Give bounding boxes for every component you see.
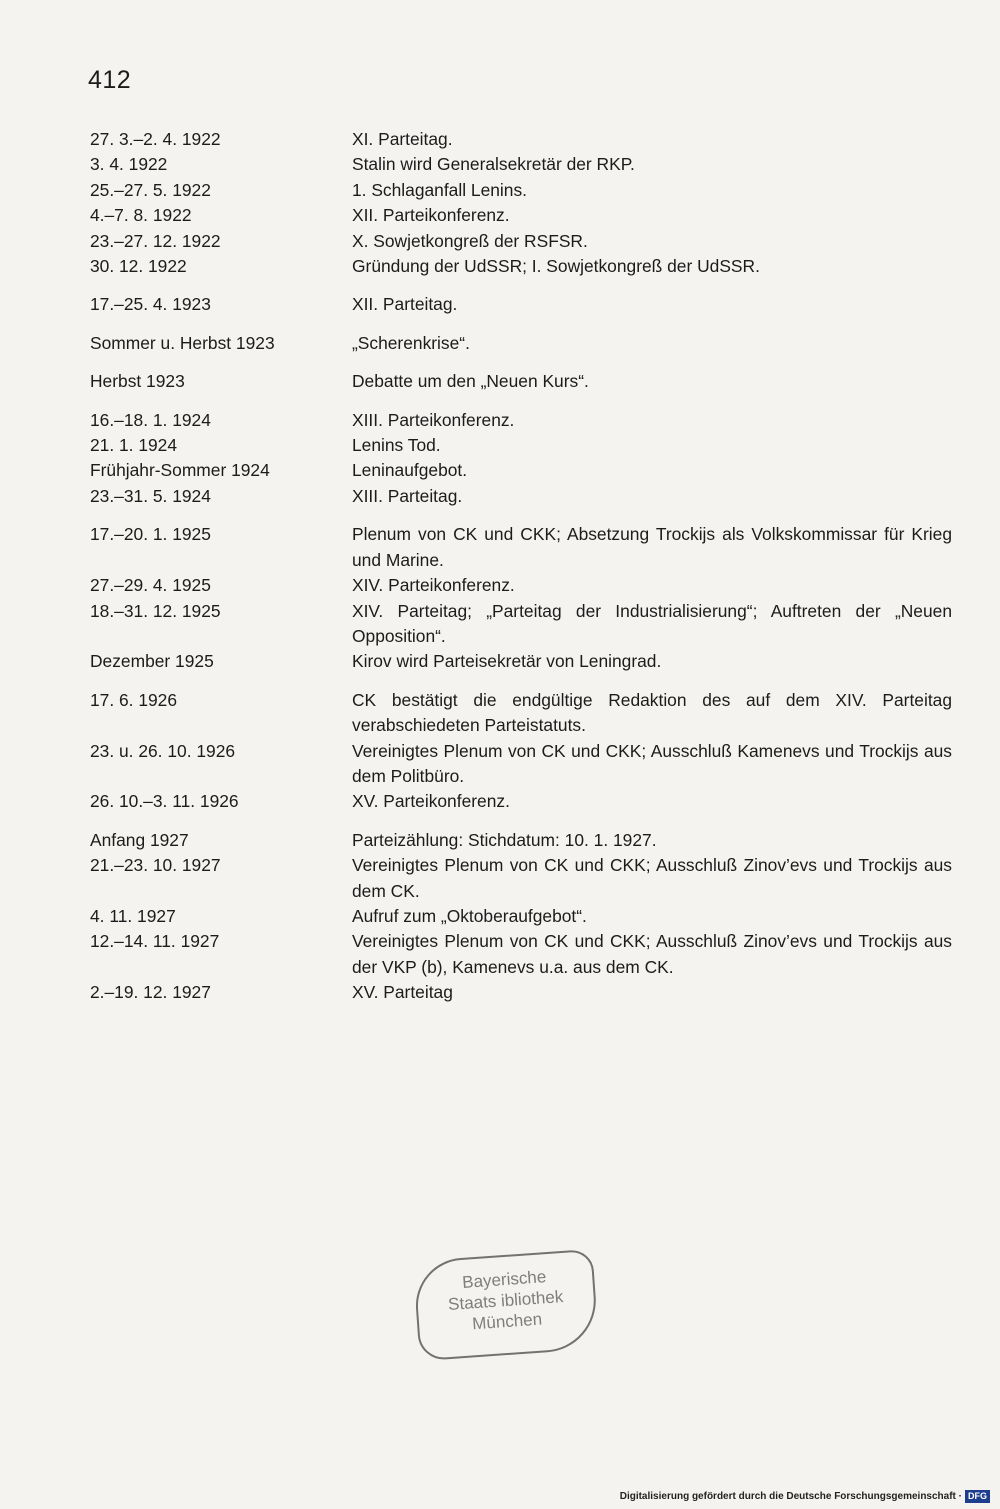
entry-event: Vereinigtes Plenum von CK und CKK; Ausschluß Zinov’evs und Trockijs aus der VKP (b), Kamenevs u.a. aus dem CK. [352, 931, 952, 977]
entry-event: Kirov wird Parteisekretär von Leningrad. [352, 651, 662, 672]
entry-event: XV. Parteikonferenz. [352, 791, 510, 812]
chronology-entry [90, 178, 952, 203]
entry-event: XII. Parteitag. [352, 294, 458, 315]
entry-event: Lenins Tod. [352, 435, 441, 456]
entry-date: 17.–20. 1. 1925 [90, 524, 211, 545]
chronology-entry [90, 573, 952, 598]
chronology-entry [90, 789, 952, 814]
page-number: 412 [88, 66, 132, 94]
chronology-entry [90, 152, 952, 177]
chronology-entry [90, 599, 952, 650]
entry-event: Aufruf zum „Oktoberaufgebot“. [352, 905, 587, 926]
entry-event: Debatte um den „Neuen Kurs“. [352, 371, 589, 392]
entry-date: Anfang 1927 [90, 829, 189, 850]
entry-event: „Scherenkrise“. [352, 332, 470, 353]
chronology-entry [90, 229, 952, 254]
library-stamp [413, 1249, 600, 1361]
entry-event: XIII. Parteitag. [352, 485, 463, 506]
entry-date: 2.–19. 12. 1927 [90, 982, 211, 1003]
chronology-entry [90, 853, 952, 904]
chronology-entry [90, 980, 952, 1005]
stamp-line: Staats ibliothek [447, 1287, 564, 1315]
chronology-entry [90, 739, 952, 790]
entry-date: 23.–31. 5. 1924 [90, 485, 211, 506]
entry-event: Gründung der UdSSR; I. Sowjetkongreß der UdSSR. [352, 256, 760, 277]
entry-date: Sommer u. Herbst 1923 [90, 332, 275, 353]
digitization-footer [620, 1490, 990, 1503]
entry-date: 21. 1. 1924 [90, 435, 178, 456]
chronology-entry [90, 828, 952, 853]
chronology-entry [90, 458, 952, 483]
chronology-entry [90, 522, 952, 573]
entry-date: 12.–14. 11. 1927 [90, 931, 220, 952]
entry-event: 1. Schlaganfall Lenins. [352, 179, 527, 200]
entry-event: XIII. Parteikonferenz. [352, 409, 515, 430]
entry-date: 30. 12. 1922 [90, 256, 187, 277]
chronology-list [90, 127, 952, 1006]
entry-date: 4.–7. 8. 1922 [90, 205, 192, 226]
entry-date: 23. u. 26. 10. 1926 [90, 740, 236, 761]
stamp-line: München [471, 1309, 543, 1334]
chronology-entry [90, 292, 952, 317]
entry-date: Herbst 1923 [90, 371, 185, 392]
entry-date: 21.–23. 10. 1927 [90, 855, 221, 876]
entry-event: XI. Parteitag. [352, 129, 453, 149]
chronology-entry [90, 369, 952, 394]
chronology-entry [90, 929, 952, 980]
entry-event: Plenum von CK und CKK; Absetzung Trockijs als Volkskommissar für Krieg und Marine. [352, 524, 952, 570]
entry-date: 27.–29. 4. 1925 [90, 575, 211, 596]
chronology-entry [90, 904, 952, 929]
chronology-entry [90, 688, 952, 739]
entry-date: 3. 4. 1922 [90, 154, 168, 175]
dfg-logo: DFG [965, 1490, 990, 1503]
entry-event: Vereinigtes Plenum von CK und CKK; Ausschluß Zinov’evs und Trockijs aus dem CK. [352, 855, 952, 901]
entry-date: 23.–27. 12. 1922 [90, 230, 221, 251]
chronology-entry [90, 433, 952, 458]
entry-date: 25.–27. 5. 1922 [90, 179, 211, 200]
chronology-entry [90, 408, 952, 433]
entry-date: 16.–18. 1. 1924 [90, 409, 211, 430]
chronology-entry [90, 203, 952, 228]
entry-event: Parteizählung: Stichdatum: 10. 1. 1927. [352, 829, 657, 850]
entry-event: X. Sowjetkongreß der RSFSR. [352, 230, 588, 251]
entry-date: Dezember 1925 [90, 651, 214, 672]
entry-event: XII. Parteikonferenz. [352, 205, 510, 226]
entry-date: 27. 3.–2. 4. 1922 [90, 129, 221, 149]
entry-date: 17.–25. 4. 1923 [90, 294, 211, 315]
entry-date: 4. 11. 1927 [90, 905, 176, 926]
chronology-entry [90, 484, 952, 509]
entry-event: Vereinigtes Plenum von CK und CKK; Ausschluß Kamenevs und Trockijs aus dem Politbüro. [352, 740, 952, 786]
entry-event: XIV. Parteikonferenz. [352, 575, 515, 596]
chronology-entry [90, 254, 952, 279]
entry-date: 17. 6. 1926 [90, 689, 178, 710]
entry-event: Leninaufgebot. [352, 460, 468, 481]
footer-text: Digitalisierung gefördert durch die Deutsche Forschungsgemeinschaft · [619, 1491, 962, 1502]
entry-date: 26. 10.–3. 11. 1926 [90, 791, 239, 812]
chronology-entry [90, 127, 952, 152]
chronology-entry [90, 649, 952, 674]
chronology-entry [90, 331, 952, 356]
entry-event: XV. Parteitag [352, 982, 453, 1003]
entry-date: 18.–31. 12. 1925 [90, 600, 221, 621]
entry-event: XIV. Parteitag; „Parteitag der Industrialisierung“; Auftreten der „Neuen Opposition“. [352, 600, 952, 646]
entry-event: CK bestätigt die endgültige Redaktion des auf dem XIV. Parteitag verabschiedeten Parteistatuts. [352, 689, 952, 736]
entry-date: Frühjahr-Sommer 1924 [90, 460, 270, 481]
entry-event: Stalin wird Generalsekretär der RKP. [352, 154, 635, 175]
stamp-line: Bayerische [461, 1267, 547, 1292]
